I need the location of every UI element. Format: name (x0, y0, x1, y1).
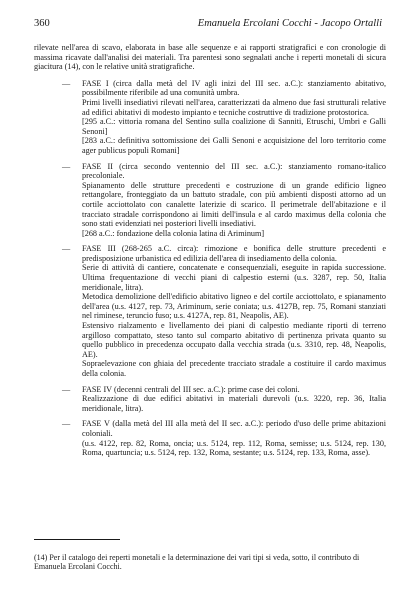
phase-2 (34, 162, 386, 239)
phase-title: FASE V (dalla metà del III alla metà del II sec. a.C.): periodo d'uso delle prime abitazioni coloniali. (82, 419, 386, 438)
running-title: Emanuela Ercolani Cocchi - Jacopo Ortalli (197, 18, 382, 29)
phase-text: Metodica demolizione dell'edificio abitativo ligneo e del cortile acciottolato, e spianamento dell'area (u.s. 4127, rep. 73, Ariminum, serie coniata; u.s. 4127B, rep. 75, Romani stanziati nel riminese, teruncio fuso; u.s. 4127A, rep. 81, Neapolis, AE). (82, 292, 386, 321)
phase-text: Spianamento delle strutture precedenti e costruzione di un grande edificio ligneo rettangolare, fronteggiato da un battuto stradale, con più ambienti disposti attorno ad un cortile acciottolato con canalette laterizie di scarico. Il perimetrale dell'abitazione e il tracciato stradale corrispondono ai limiti dell'insula e al cardo maximus della colonia che sono stati evidenziati nei posteriori livelli insediativi. (82, 180, 386, 229)
phase-1 (34, 79, 386, 156)
phase-title: FASE II (circa secondo ventennio del III sec. a.C.): stanziamento romano-italico precoloniale. (82, 161, 386, 181)
page-number: 360 (34, 18, 50, 29)
phase-text: Primi livelli insediativi rilevati nell'area, caratterizzati da almeno due fasi strutturali relative ad edifici abitativi di modesto impianto e tecniche costruttive di tradizione protostorica. (82, 97, 386, 117)
footnote: (14) Per il catalogo dei reperti monetali e la determinazione dei vari tipi si veda, sotto, il contributo di Emanuela Ercolani Cocchi. (34, 553, 360, 572)
phase-text: Realizzazione di due edifici abitativi in materiali durevoli (u.s. 3220, rep. 36, Italia meridionale, litra). (82, 394, 386, 413)
footnote-rule (34, 539, 120, 540)
phase-note: [283 a.C.: definitiva sottomissione dei Galli Senoni e acquisizione del loro territorio come ager publicus populi Romani] (82, 136, 386, 155)
phase-title: FASE I (circa dalla metà del IV agli inizi del III sec. a.C.): stanziamento abitativo, possibilmente riferibile ad una comunità umbra. (82, 78, 386, 98)
phase-text: Serie di attività di cantiere, concatenate e consequenziali, eseguite in rapida successione. Ultima frequentazione di vecchi piani di calpestio esterni (u.s. 3287, rep. 50, Italia meridionale, litra). (82, 263, 386, 292)
phase-3 (34, 244, 386, 378)
main-text (34, 43, 386, 464)
phase-note: [268 a.C.: fondazione della colonia latina di Ariminum] (82, 228, 265, 238)
phase-5 (34, 419, 386, 457)
phase-text: Estensivo rialzamento e livellamento dei piani di calpestio mediante riporti di terreno argilloso compattato, steso tanto sul comparto abitativo di pertinenza privata quanto su quello pubblico in precedenza occupato dalla vecchia strada (u.s. 3310, rep. 48, Neapolis, AE). (82, 321, 386, 359)
page-header (34, 18, 382, 32)
phase-dash: — (62, 161, 71, 171)
intro-paragraph: rilevate nell'area di scavo, elaborata in base alle sequenze e ai rapporti stratigrafici e con cronologie di massima ricavate dall'analisi dei materiali. Tra parentesi sono segnalati anche i reperti monetali di sicura giacitura (14), con le relative unità stratigrafiche. (34, 43, 386, 72)
phase-title: FASE III (268-265 a.C. circa): rimozione e bonifica delle strutture precedenti e predisposizione urbanistica ed edilizia dell'area di insediamento della colonia. (82, 244, 386, 263)
phase-dash: — (62, 78, 71, 88)
phase-note: [295 a.C.: vittoria romana del Sentino sulla coalizione di Sanniti, Etruschi, Umbri e Galli Senoni] (82, 117, 386, 136)
phase-4 (34, 385, 386, 414)
phase-dash: — (62, 384, 71, 394)
phase-dash: — (62, 419, 71, 429)
phase-text: Sopraelevazione con ghiaia del precedente tracciato stradale a costituire il cardo maximus della colonia. (82, 359, 386, 378)
phase-title: FASE IV (decenni centrali del III sec. a.C.): prime case dei coloni. (82, 384, 300, 394)
phase-text: (u.s. 4122, rep. 82, Roma, oncia; u.s. 5124, rep. 112, Roma, semisse; u.s. 5124, rep. 130, Roma, quartuncia; u.s. 5124, rep. 132, Roma, sestante; u.s. 5124, rep. 133, Roma, asse). (82, 438, 386, 458)
phase-dash: — (62, 244, 71, 254)
